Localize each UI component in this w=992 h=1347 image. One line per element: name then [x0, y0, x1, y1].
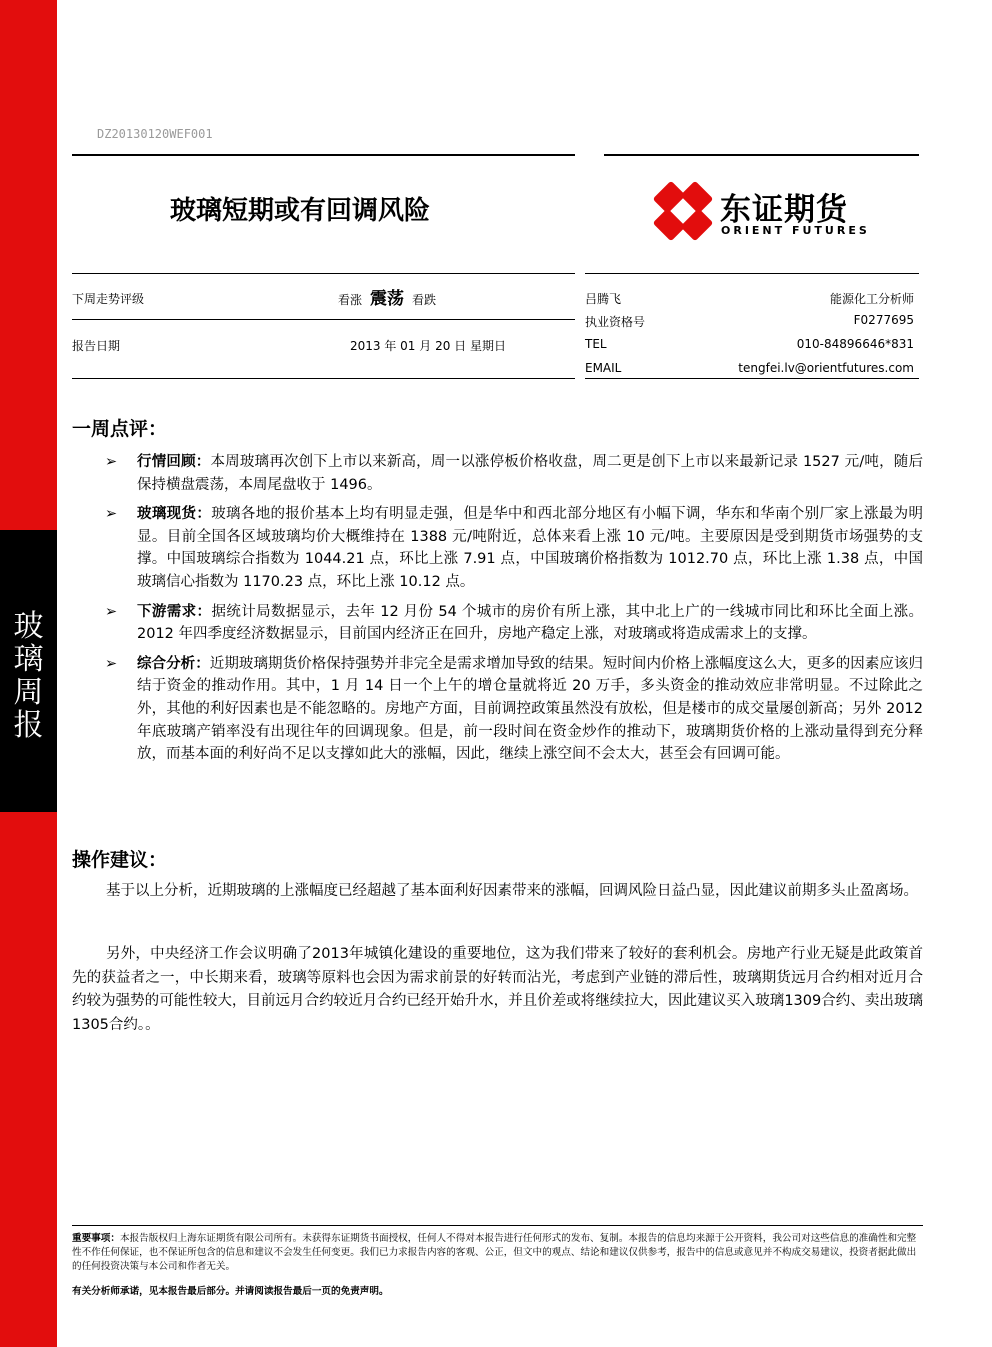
tel-number: 010-84896646*831 — [796, 337, 914, 351]
disclaimer-rule — [72, 1225, 923, 1226]
orient-futures-logo-icon — [650, 178, 716, 244]
email-label: EMAIL — [585, 361, 622, 375]
review-item-text: 玻璃各地的报价基本上均有明显走强，但是华中和西北部分地区有小幅下调，华东和华南个别厂家上涨最为明显。目前全国各区域玻璃均价大概维持在 1388 元/吨附近，总体来看上涨 10 元/吨。主要原因是受到期货市场强势的支撑。中国玻璃综合指数为 1044.21 点，环比上涨 7.91 点，中国玻璃价格指数为 1012.70 点，环比上涨 1.38 点，中国玻璃信心指数为 1170.23 点，环比上涨 10.12 点。 — [137, 506, 924, 590]
report-title: 玻璃短期或有回调风险 — [170, 196, 431, 226]
arrow-bullet-icon: ➢ — [105, 506, 118, 523]
rating-down: 看跌 — [412, 293, 437, 307]
document-id: DZ20130120WEF001 — [97, 127, 213, 141]
side-label-char: 璃 — [13, 642, 44, 677]
logo-subtitle: ORIENT FUTURES — [721, 224, 870, 237]
company-logo — [650, 178, 890, 244]
review-item-label: 玻璃现货： — [137, 506, 212, 523]
rating-scale — [338, 284, 436, 309]
weekly-review-list — [105, 451, 923, 773]
review-item-label: 下游需求： — [137, 603, 212, 620]
review-item-spot — [105, 503, 923, 593]
review-item-market — [105, 451, 923, 496]
arrow-bullet-icon: ➢ — [105, 655, 118, 672]
disclaimer-label: 重要事项： — [72, 1233, 120, 1244]
header-rule-right — [604, 154, 919, 156]
arrow-bullet-icon: ➢ — [105, 603, 118, 620]
side-label — [0, 610, 57, 742]
review-item-text: 据统计局数据显示，去年 12 月份 54 个城市的房价有所上涨，其中北上广的一线城市同比和环比全面上涨。2012 年四季度经济数据显示，目前国内经济正在回升，房地产稳定上涨，对玻璃或将造成需求上的支撑。 — [137, 603, 924, 643]
advice-paragraph: 基于以上分析，近期玻璃的上涨幅度已经超越了基本面利好因素带来的涨幅，回调风险日益凸显，因此建议前期多头止盈离场。 — [106, 883, 918, 899]
cert-label: 执业资格号 — [585, 315, 646, 329]
side-label-char: 报 — [13, 708, 44, 743]
tel-label: TEL — [585, 337, 607, 351]
info-rule-mid — [72, 319, 575, 320]
rating-label: 下周走势评级 — [72, 292, 145, 306]
analyst-role: 能源化工分析师 — [829, 292, 914, 306]
disclaimer-footnote: 有关分析师承诺，见本报告最后部分。并请阅读报告最后一页的免责声明。 — [72, 1286, 389, 1297]
side-label-char: 玻 — [13, 609, 44, 644]
advice-heading: 操作建议： — [72, 849, 168, 871]
disclaimer — [72, 1232, 923, 1274]
rating-up: 看涨 — [338, 293, 363, 307]
arrow-bullet-icon: ➢ — [105, 454, 118, 470]
cert-number: F0277695 — [853, 313, 914, 327]
info-rule-top-left — [72, 273, 575, 274]
side-label-char: 周 — [13, 675, 44, 710]
review-item-text: 近期玻璃期货价格保持强势并非完全是需求增加导致的结果。短时间内价格上涨幅度这么大，更多的因素应该归结于资金的推动作用。其中，1 月 14 日一个上午的增仓量就将近 20 万手，多头资金的推动效应非常明显。不过除此之外，其他的利好因素也是不能忽略的。房地产方面，目前调控政策虽然没有放松，但是楼市的成交量屡创新高；另外 2012 年底玻璃产销率没有出现往年的回调现象。但是，前一段时间在资金炒作的推动下，玻璃期货价格的上涨动量得到充分释放，而基本面的利好尚不足以支撑如此大的涨幅，因此，继续上涨空间不会太大，甚至会有回调可能。 — [137, 655, 924, 763]
info-rule-top-right — [585, 273, 919, 274]
info-rule-bottom-left — [72, 378, 575, 379]
info-rule-bottom-right — [585, 378, 919, 379]
logo-name: 东证期货 — [720, 192, 848, 228]
report-date-value: 2013 年 01 月 20 日 星期日 — [350, 339, 506, 353]
review-item-demand — [105, 601, 923, 646]
rating-value: 震荡 — [370, 289, 405, 309]
review-item-text: 本周玻璃再次创下上市以来新高，周一以涨停板价格收盘，周二更是创下上市以来最新记录 1527 元/吨，随后保持横盘震荡，本周尾盘收于 1496。 — [137, 454, 923, 493]
review-item-label: 行情回顾： — [137, 454, 211, 470]
advice-paragraph: 另外，中央经济工作会议明确了2013年城镇化建设的重要地位，这为我们带来了较好的套利机会。房地产行业无疑是此政策首先的获益者之一，中长期来看，玻璃等原料也会因为需求前景的好转而沾光，考虑到产业链的滞后性，玻璃期货远月合约相对近月合约较为强势的可能性较大，目前远月合约较近月合约已经开始升水，并且价差或将继续拉大，因此建议买入玻璃1309合约、卖出玻璃1305合约。。 — [72, 946, 923, 1033]
disclaimer-text: 本报告版权归上海东证期货有限公司所有。未获得东证期货书面授权，任何人不得对本报告进行任何形式的发布、复制。本报告的信息均来源于公开资料，我公司对这些信息的准确性和完整性不作任何保证，也不保证所包含的信息和建议不会发生任何变更。我们已力求报告内容的客观、公正，但文中的观点、结论和建议仅供参考，报告中的信息或意见并不构成交易建议，投资者据此做出的任何投资决策与本公司和作者无关。 — [72, 1233, 917, 1272]
review-item-analysis — [105, 653, 923, 766]
header-rule-left — [72, 154, 575, 156]
weekly-review-heading: 一周点评： — [72, 418, 168, 440]
review-item-label: 综合分析： — [137, 655, 210, 672]
email-address[interactable]: tengfei.lv@orientfutures.com — [738, 361, 914, 375]
analyst-name: 吕腾飞 — [585, 292, 622, 306]
report-date-label: 报告日期 — [72, 339, 121, 353]
